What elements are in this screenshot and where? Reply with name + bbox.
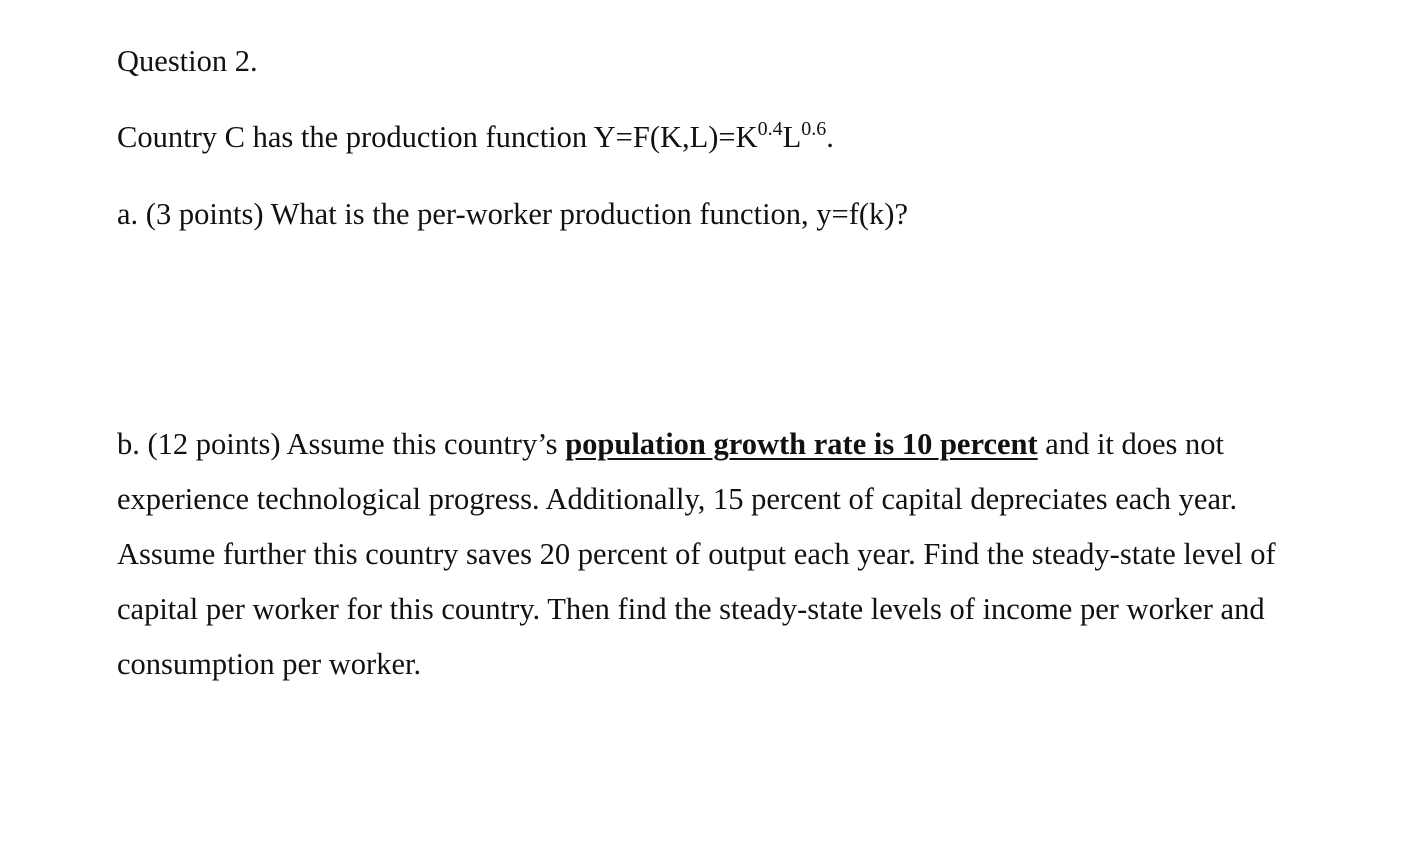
part-b-line-2: experience technological progress. Additionally, 15 percent of capital depreciates each year. xyxy=(117,482,1238,516)
question-intro xyxy=(117,119,834,155)
part-b-line-4: capital per worker for this country. Then find the steady-state levels of income per worker and xyxy=(117,592,1265,626)
part-b-line-1-pre: b. (12 points) Assume this country’s xyxy=(117,427,566,461)
part-a-question: a. (3 points) What is the per-worker production function, y=f(k)? xyxy=(117,197,909,231)
part-b-line-5: consumption per worker. xyxy=(117,647,422,681)
part-b-line-1-post: and it does not xyxy=(1037,427,1225,461)
question-title: Question 2. xyxy=(117,44,258,78)
exponent-l: 0.6 xyxy=(801,118,827,140)
exponent-k: 0.4 xyxy=(757,118,783,140)
intro-end: . xyxy=(826,120,834,154)
part-b-line-1 xyxy=(117,426,1224,462)
labor-symbol: L xyxy=(782,120,802,154)
population-growth-emphasis: population growth rate is 10 percent xyxy=(565,427,1038,461)
part-b-line-3: Assume further this country saves 20 percent of output each year. Find the steady-state level of xyxy=(117,537,1276,571)
intro-text: Country C has the production function Y=F(K,L)=K xyxy=(117,120,758,154)
